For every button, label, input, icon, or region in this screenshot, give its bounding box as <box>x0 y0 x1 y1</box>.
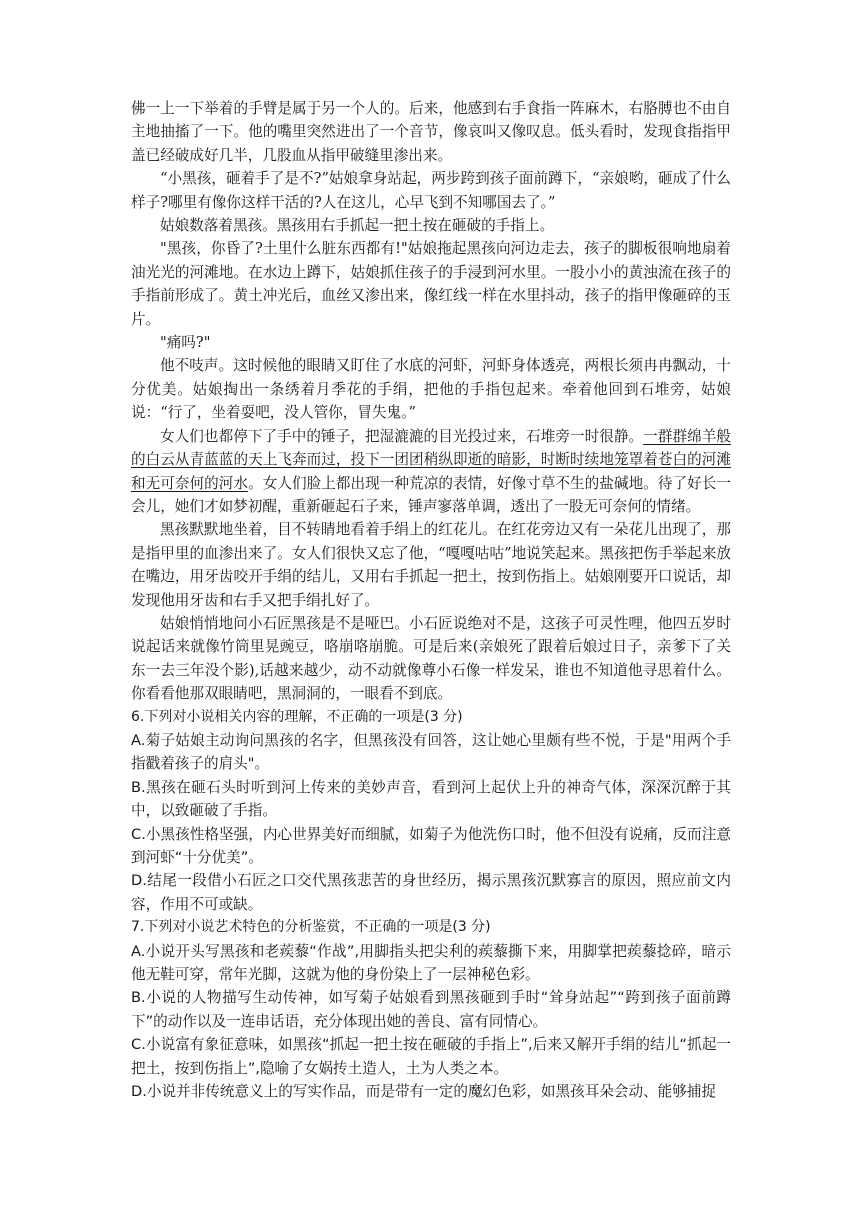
question-7-option-a: A.小说开头写黑孩和老蒺藜“作战”,用脚指头把尖利的蒺藜撕下来，用脚掌把蒺藜捻碎，暗示他无鞋可穿，常年光脚，这就为他的身份染上了一层神秘色彩。 <box>131 942 731 984</box>
passage-paragraph: 佛一上一下举着的手臂是属于另一个人的。后来，他感到右手食指一阵麻木，右胳膊也不由自主地抽搐了一下。他的嘴里突然进出了一个音节，像哀叫又像叹息。低头看时，发现食指指甲盖已经破成好几半，几股血从指甲破缝里渗出来。 <box>131 100 731 164</box>
question-6-option-a: A.菊子姑娘主动询问黑孩的名字，但黑孩没有回答，这让她心里颇有些不悦，于是"用两个手指戳着孩子的肩头"。 <box>131 731 731 773</box>
question-6-option-b: B.黑孩在砸石头时听到河上传来的美妙声音，看到河上起伏上升的神奇气体，深深沉醉于其中，以致砸破了手指。 <box>131 778 731 820</box>
paragraph-text: 女人们也都停下了手中的锤子，把湿漉漉的目光投过来，石堆旁一时很静。 <box>160 427 644 445</box>
paragraph-text: 。女人们脸上都出现一种荒凉的表情，好像寸草不生的盐碱地。待了好长一会儿，她们才如梦初醒，重新砸起石子来，锤声寥落单调，透出了一股无可奈何的情绪。 <box>131 474 731 515</box>
question-7-stem: 7.下列对小说艺术特色的分析鉴赏，不正确的一项是(3 分) <box>131 919 491 936</box>
question-7-option-b: B.小说的人物描写生动传神，如写菊子姑娘看到黑孩砸到手时“耸身站起”“跨到孩子面前蹲下”的动作以及一连串话语，充分体现出她的善良、富有同情心。 <box>131 989 731 1030</box>
passage-paragraph: "痛吗?" <box>160 334 211 352</box>
question-6-stem: 6.下列对小说相关内容的理解，不正确的一项是(3 分) <box>131 708 463 725</box>
passage-paragraph-underlined <box>131 425 731 519</box>
passage-paragraph: “小黑孩，砸着手了是不?”姑娘拿身站起，两步跨到孩子面前蹲下，“亲娘哟，砸成了什么样子?哪里有像你这样干活的?人在这儿，心早飞到不知哪国去了。” <box>131 170 731 211</box>
passage <box>131 97 731 1103</box>
question-6-option-c: C.小黑孩性格坚强，内心世界美好而细腻，如菊子为他洗伤口时，他不但没有说痛，反而注意到河虾“十分优美”。 <box>131 825 731 866</box>
question-6-option-d: D.结尾一段借小石匠之口交代黑孩悲苦的身世经历，揭示黑孩沉默寡言的原因，照应前文内容，作用不可或缺。 <box>131 872 731 913</box>
question-7-option-c: C.小说富有象征意味，如黑孩“抓起一把土按在砸破的手指上”,后来又解开手绢的结儿“抓起一把土，按到伤指上”,隐喻了女娲抟土造人，土为人类之本。 <box>131 1036 731 1077</box>
passage-paragraph: 姑娘数落着黑孩。黑孩用右手抓起一把土按在砸破的手指上。 <box>160 217 555 235</box>
passage-paragraph: 黑孩默默地坐着，目不转睛地看着手绢上的红花儿。在红花旁边又有一朵花儿出现了，那是指甲里的血渗出来了。女人们很快又忘了他，“嘎嘎咕咕”地说笑起来。黑孩把伤手举起来放在嘴边，用牙齿咬开手绢的结儿，又用右手抓起一把土，按到伤指上。姑娘刚要开口说话，却发现他用牙齿和右手又把手绢扎好了。 <box>131 521 731 609</box>
passage-paragraph: 他不吱声。这时候他的眼睛又盯住了水底的河虾，河虾身体透亮，两根长须冉冉飘动，十分优美。姑娘掏出一条绣着月季花的手绢，把他的手指包起来。牵着他回到石堆旁，姑娘说：“行了，坐着耍吧，没人管你，冒失鬼。” <box>131 357 731 422</box>
underlined-sentence: 一群群绵羊般的白云从青蓝蓝的天上飞奔而过，投下一团团稍纵即逝的暗影，时断时续地笼罩着苍白的河滩和无可奈何的河水 <box>131 427 731 492</box>
passage-paragraph: 姑娘悄悄地问小石匠黑孩是不是哑巴。小石匠说绝对不是，这孩子可灵性哩，他四五岁时说起话来就像竹筒里晃豌豆，咯崩咯崩脆。可是后来(亲娘死了跟着后娘过日子，亲爹下了关东一去三年没个影),话越来越少，动不动就像尊小石像一样发呆，谁也不知道他寻思着什么。你看看他那双眼睛吧，黑洞洞的，一眼看不到底。 <box>131 614 731 703</box>
question-7-option-d: D.小说并非传统意义上的写实作品，而是带有一定的魔幻色彩，如黑孩耳朵会动、能够捕捉 <box>131 1083 717 1101</box>
passage-paragraph: "黑孩，你昏了?土里什么脏东西都有!"姑娘拖起黑孩向河边走去，孩子的脚板很响地扇着油光光的河滩地。在水边上蹲下，姑娘抓住孩子的手浸到河水里。一股小小的黄浊流在孩子的手指前形成了。黄土冲光后，血丝又渗出来，像红线一样在水里抖动，孩子的指甲像砸碎的玉片。 <box>131 240 731 328</box>
